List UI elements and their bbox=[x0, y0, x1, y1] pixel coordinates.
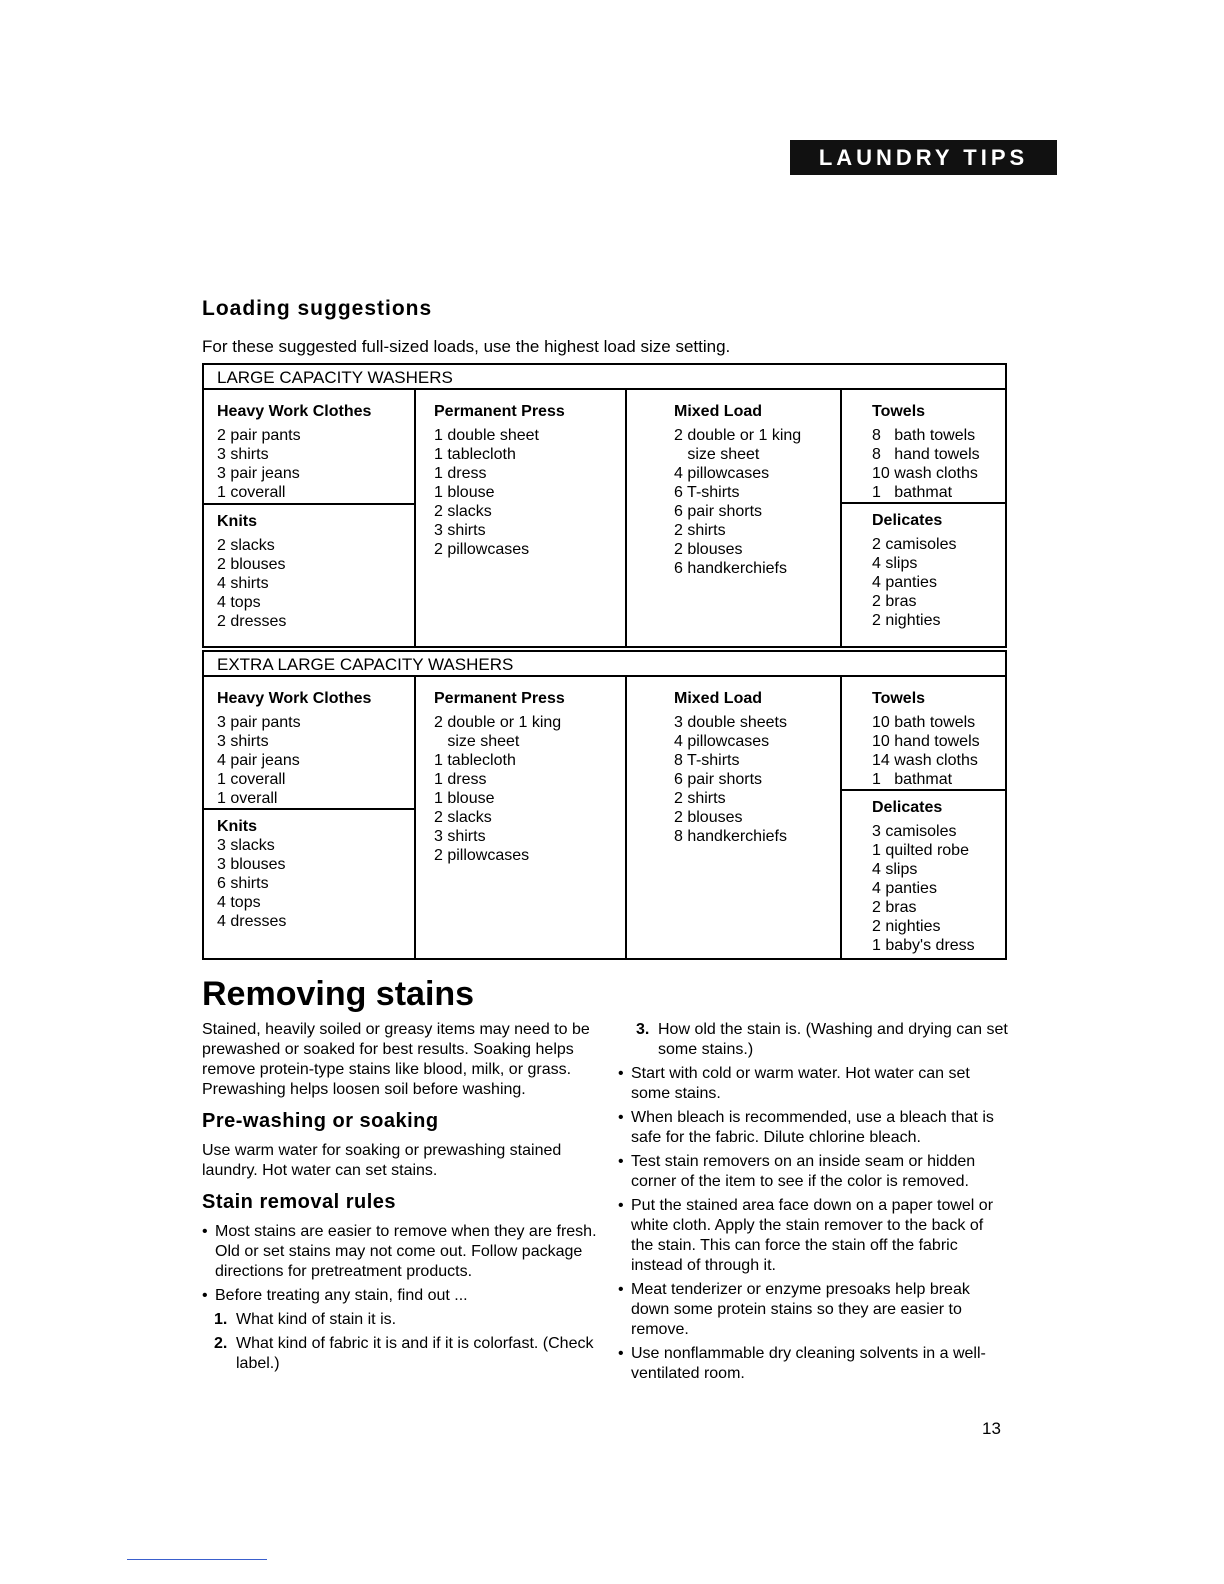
list-item: 2 shirts bbox=[674, 790, 726, 807]
cell-title: Mixed Load bbox=[674, 403, 763, 420]
stains-title: Removing stains bbox=[202, 975, 475, 1013]
list-item: 1 blouse bbox=[434, 484, 495, 501]
list-item: 8 handkerchiefs bbox=[674, 828, 787, 845]
table-heading: EXTRA LARGE CAPACITY WASHERS bbox=[204, 652, 1005, 677]
list-item: • Most stains are easier to remove when they are fresh. Old or set stains may not come out. Follow package directions for pretreatment products. bbox=[202, 1222, 597, 1282]
cell-delicates bbox=[842, 789, 1005, 955]
list-item: 8 hand towels bbox=[872, 446, 980, 463]
list-item: 1 tablecloth bbox=[434, 752, 516, 769]
list-item: 2 slacks bbox=[217, 537, 275, 554]
list-item: 1 baby's dress bbox=[872, 937, 975, 954]
list-item bbox=[214, 1310, 597, 1330]
cell-towels bbox=[842, 677, 1005, 789]
list-item: 4 panties bbox=[872, 880, 937, 897]
list-item: 2 double or 1 king bbox=[434, 714, 562, 731]
list-item: 3 blouses bbox=[217, 856, 286, 873]
column-permanent-press bbox=[416, 390, 627, 646]
cell-title: Towels bbox=[872, 690, 926, 707]
footer-rule bbox=[127, 1559, 267, 1560]
cell-heavy-work bbox=[204, 677, 414, 808]
page-number: 13 bbox=[982, 1419, 1001, 1438]
list-item: 1 coverall bbox=[217, 484, 286, 501]
find-out-list bbox=[202, 1310, 597, 1374]
list-item: 1 tablecloth bbox=[434, 446, 516, 463]
list-item: 4 slips bbox=[872, 555, 918, 572]
cell-title: Permanent Press bbox=[434, 690, 565, 707]
list-item: 3 pair pants bbox=[217, 714, 301, 731]
cell-title: Delicates bbox=[872, 512, 943, 529]
list-item bbox=[214, 1334, 597, 1374]
list-item: • Put the stained area face down on a paper towel or white cloth. Apply the stain remover to the back of the stain. This can force the stain off the fabric instead of through it. bbox=[618, 1196, 1008, 1276]
column-heavy-knits bbox=[204, 390, 416, 646]
item-number: 1. bbox=[214, 1311, 228, 1328]
cell-title: Towels bbox=[872, 403, 926, 420]
list-item: • When bleach is recommended, use a bleach that is safe for the fabric. Dilute chlorine bleach. bbox=[618, 1108, 1008, 1148]
cell-title: Permanent Press bbox=[434, 403, 565, 420]
list-item: 6 pair shorts bbox=[674, 503, 763, 520]
list-item: 2 dresses bbox=[217, 613, 287, 630]
list-item: 2 bras bbox=[872, 593, 917, 610]
list-item: 1 bathmat bbox=[872, 484, 953, 501]
list-item: 10 bath towels bbox=[872, 714, 976, 731]
list-item: 1 bathmat bbox=[872, 771, 953, 788]
list-item: 2 double or 1 king bbox=[674, 427, 802, 444]
item-number: 3. bbox=[636, 1021, 650, 1038]
list-item: 1 overall bbox=[217, 790, 278, 807]
list-item: 4 dresses bbox=[217, 913, 287, 930]
list-item: 4 pillowcases bbox=[674, 465, 770, 482]
rules-list bbox=[202, 1222, 597, 1306]
cell-title: Mixed Load bbox=[674, 690, 763, 707]
list-item: 2 shirts bbox=[674, 522, 726, 539]
item-text: What kind of stain it is. bbox=[236, 1311, 397, 1328]
list-item: 3 shirts bbox=[434, 522, 486, 539]
list-item: 8 bath towels bbox=[872, 427, 976, 444]
stain-tips-list bbox=[618, 1064, 1008, 1384]
stains-left-column bbox=[202, 1020, 597, 1378]
list-item: size sheet bbox=[674, 446, 760, 463]
list-item: 6 T-shirts bbox=[674, 484, 740, 501]
list-item: 3 shirts bbox=[217, 733, 269, 750]
list-item: 4 panties bbox=[872, 574, 937, 591]
cell-title: Knits bbox=[217, 818, 257, 835]
cell-title: Heavy Work Clothes bbox=[217, 690, 372, 707]
list-item: 4 slips bbox=[872, 861, 918, 878]
prewash-title: Pre-washing or soaking bbox=[202, 1110, 439, 1132]
list-item: 2 nighties bbox=[872, 918, 941, 935]
list-item: 2 blouses bbox=[674, 809, 743, 826]
list-item: 4 pair jeans bbox=[217, 752, 300, 769]
list-item: 10 wash cloths bbox=[872, 465, 978, 482]
prewash-text: Use warm water for soaking or prewashing stained laundry. Hot water can set stains. bbox=[202, 1142, 562, 1179]
loading-title: Loading suggestions bbox=[202, 297, 433, 320]
section-tab: LAUNDRY TIPS bbox=[790, 140, 1057, 175]
cell-permanent-press bbox=[416, 390, 625, 559]
large-capacity-table bbox=[202, 363, 1007, 648]
cell-towels bbox=[842, 390, 1005, 502]
list-item: 1 coverall bbox=[217, 771, 286, 788]
list-item: 2 slacks bbox=[434, 809, 492, 826]
list-item: 1 double sheet bbox=[434, 427, 539, 444]
list-item: 3 shirts bbox=[217, 446, 269, 463]
item-text: What kind of fabric it is and if it is colorfast. (Check label.) bbox=[236, 1335, 594, 1372]
list-item: 2 pillowcases bbox=[434, 847, 530, 864]
cell-title: Heavy Work Clothes bbox=[217, 403, 372, 420]
cell-mixed-load bbox=[627, 677, 840, 846]
list-item: 1 blouse bbox=[434, 790, 495, 807]
list-item: 3 shirts bbox=[434, 828, 486, 845]
find-out-list-continued bbox=[618, 1020, 1008, 1060]
stains-intro: Stained, heavily soiled or greasy items may need to be prewashed or soaked for best results. Soaking helps remove protein-type stains like blood, milk, or grass. Prewashing helps loosen soil before washing. bbox=[202, 1021, 590, 1098]
cell-heavy-work bbox=[204, 390, 414, 502]
list-item: 14 wash cloths bbox=[872, 752, 978, 769]
list-item: 2 slacks bbox=[434, 503, 492, 520]
list-item: 6 pair shorts bbox=[674, 771, 763, 788]
list-item: 3 camisoles bbox=[872, 823, 957, 840]
list-item: 3 slacks bbox=[217, 837, 275, 854]
list-item: • Before treating any stain, find out ... bbox=[202, 1286, 597, 1306]
stains-right-column bbox=[618, 1020, 1008, 1388]
list-item: • Meat tenderizer or enzyme presoaks help break down some protein stains so they are easier to remove. bbox=[618, 1280, 1008, 1340]
list-item: 2 nighties bbox=[872, 612, 941, 629]
column-heavy-knits bbox=[204, 677, 416, 958]
table-heading: LARGE CAPACITY WASHERS bbox=[204, 365, 1005, 390]
list-item: 1 quilted robe bbox=[872, 842, 969, 859]
list-item: 1 dress bbox=[434, 771, 487, 788]
list-item bbox=[636, 1020, 1008, 1060]
list-item: 2 camisoles bbox=[872, 536, 957, 553]
cell-knits bbox=[204, 808, 414, 931]
list-item: 2 blouses bbox=[674, 541, 743, 558]
cell-knits bbox=[204, 503, 414, 631]
column-mixed-load bbox=[627, 677, 842, 958]
list-item: 6 handkerchiefs bbox=[674, 560, 787, 577]
list-item: 2 pair pants bbox=[217, 427, 301, 444]
rules-title: Stain removal rules bbox=[202, 1191, 397, 1213]
item-text: How old the stain is. (Washing and drying can set some stains.) bbox=[658, 1021, 1008, 1058]
cell-delicates bbox=[842, 502, 1005, 630]
cell-title: Knits bbox=[217, 513, 257, 530]
list-item: 10 hand towels bbox=[872, 733, 980, 750]
list-item: 4 pillowcases bbox=[674, 733, 770, 750]
item-number: 2. bbox=[214, 1335, 228, 1352]
list-item: 3 double sheets bbox=[674, 714, 787, 731]
list-item: • Test stain removers on an inside seam or hidden corner of the item to see if the color is removed. bbox=[618, 1152, 1008, 1192]
loading-intro: For these suggested full-sized loads, use the highest load size setting. bbox=[202, 337, 731, 356]
cell-title: Delicates bbox=[872, 799, 943, 816]
column-mixed-load bbox=[627, 390, 842, 646]
cell-mixed-load bbox=[627, 390, 840, 578]
list-item: 3 pair jeans bbox=[217, 465, 300, 482]
list-item: 4 shirts bbox=[217, 575, 269, 592]
list-item: 4 tops bbox=[217, 894, 261, 911]
list-item: 2 bras bbox=[872, 899, 917, 916]
column-towels-delicates bbox=[842, 390, 1005, 646]
list-item: size sheet bbox=[434, 733, 520, 750]
list-item: • Use nonflammable dry cleaning solvents in a well-ventilated room. bbox=[618, 1344, 1008, 1384]
list-item: 6 shirts bbox=[217, 875, 269, 892]
extra-large-capacity-table bbox=[202, 650, 1007, 960]
list-item: 2 pillowcases bbox=[434, 541, 530, 558]
list-item: 2 blouses bbox=[217, 556, 286, 573]
cell-permanent-press bbox=[416, 677, 625, 865]
list-item: 4 tops bbox=[217, 594, 261, 611]
column-permanent-press bbox=[416, 677, 627, 958]
list-item: 8 T-shirts bbox=[674, 752, 740, 769]
column-towels-delicates bbox=[842, 677, 1005, 958]
list-item: 1 dress bbox=[434, 465, 487, 482]
list-item: • Start with cold or warm water. Hot water can set some stains. bbox=[618, 1064, 1008, 1104]
